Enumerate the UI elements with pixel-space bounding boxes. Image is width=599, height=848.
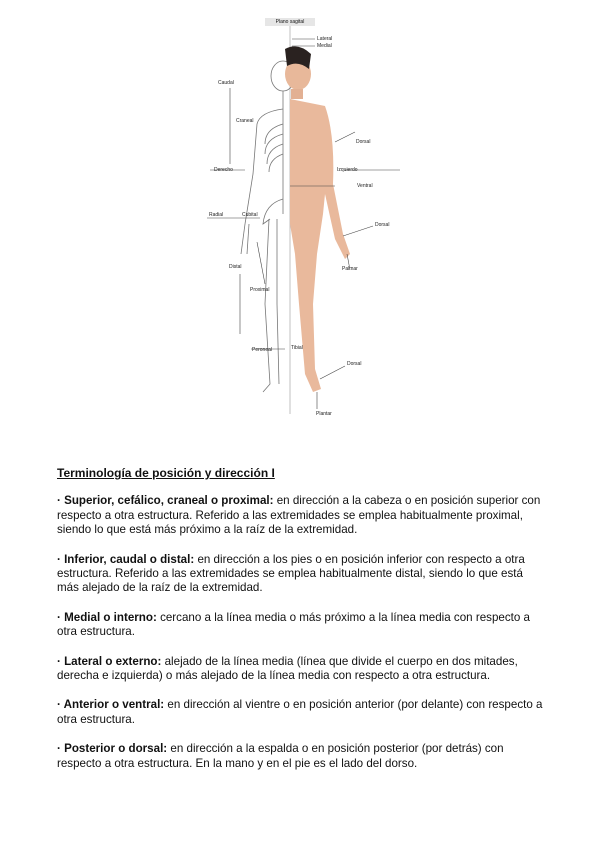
- label-peroneal: Peroneal: [252, 347, 273, 353]
- label-caudal: Caudal: [218, 80, 234, 86]
- term-label: · Lateral o externo:: [57, 654, 162, 668]
- term-description: cercano a la línea media o más próximo a la línea media con respecto a otra estructura.: [57, 610, 530, 639]
- label-proximal: Proximal: [250, 287, 270, 293]
- label-cubital: Cubital: [242, 212, 258, 218]
- section-heading: Terminología de posición y dirección I: [57, 466, 275, 480]
- term-description: alejado de la línea media (línea que divide el cuerpo en dos mitades, derecha e izquierda) o más alejado de la línea media con respecto a otra estructura.: [57, 654, 518, 683]
- term-description: en dirección a los pies o en posición inferior con respecto a otra estructura. Referido a las extremidades se emplea habitualmente distal, siendo lo que está más alejado de la raíz de la extremidad.: [57, 552, 525, 595]
- term-description: en dirección al vientre o en posición anterior (por delante) con respecto a otra estructura.: [57, 698, 543, 726]
- label-tibial: Tibial: [291, 345, 303, 351]
- term-item-posterior: [57, 742, 547, 771]
- anatomy-illustration: [185, 14, 415, 424]
- label-medial: Medial: [317, 43, 332, 49]
- term-description: en dirección a la cabeza o en posición superior con respecto a otra estructura. Referido a las extremidades se emplea habitualmente proximal, siendo lo que está más próximo a la raíz de la extremidad.: [57, 494, 541, 537]
- label-craneal: Craneal: [236, 118, 254, 124]
- label-derecho: Derecho: [214, 167, 233, 173]
- term-item-medial: [57, 611, 547, 640]
- label-radial: Radial: [209, 212, 224, 218]
- label-izquierdo: Izquierdo: [337, 167, 358, 173]
- label-dorsal-foot: Dorsal: [347, 361, 362, 367]
- term-item-lateral: [57, 655, 547, 684]
- term-description: en dirección a la espalda o en posición posterior (por detrás) con respecto a otra estructura. En la mano y en el pie es el lado del dorso.: [57, 742, 504, 770]
- label-dorsal-top: Dorsal: [356, 139, 371, 145]
- terminology-text: [57, 466, 547, 786]
- term-item-anterior: [57, 698, 547, 727]
- term-item-inferior: [57, 553, 547, 596]
- term-label: · Posterior o dorsal:: [57, 742, 168, 756]
- term-label: · Anterior o ventral:: [57, 698, 165, 712]
- term-item-superior: [57, 494, 547, 537]
- term-label: · Superior, cefálico, craneal o proximal:: [57, 494, 274, 508]
- body-drawing: [285, 46, 350, 392]
- skeleton-drawing: [241, 61, 295, 392]
- label-plantar: Plantar: [316, 411, 332, 417]
- term-label: · Medial o interno:: [57, 610, 157, 624]
- term-label: · Inferior, caudal o distal:: [57, 552, 195, 566]
- plane-label: Plano sagital: [265, 18, 315, 26]
- label-dorsal-hand: Dorsal: [375, 222, 390, 228]
- label-ventral: Ventral: [357, 183, 373, 189]
- label-palmar: Palmar: [342, 266, 358, 272]
- anatomy-figure: [185, 14, 415, 424]
- label-distal: Distal: [229, 264, 242, 270]
- label-lateral: Lateral: [317, 36, 333, 42]
